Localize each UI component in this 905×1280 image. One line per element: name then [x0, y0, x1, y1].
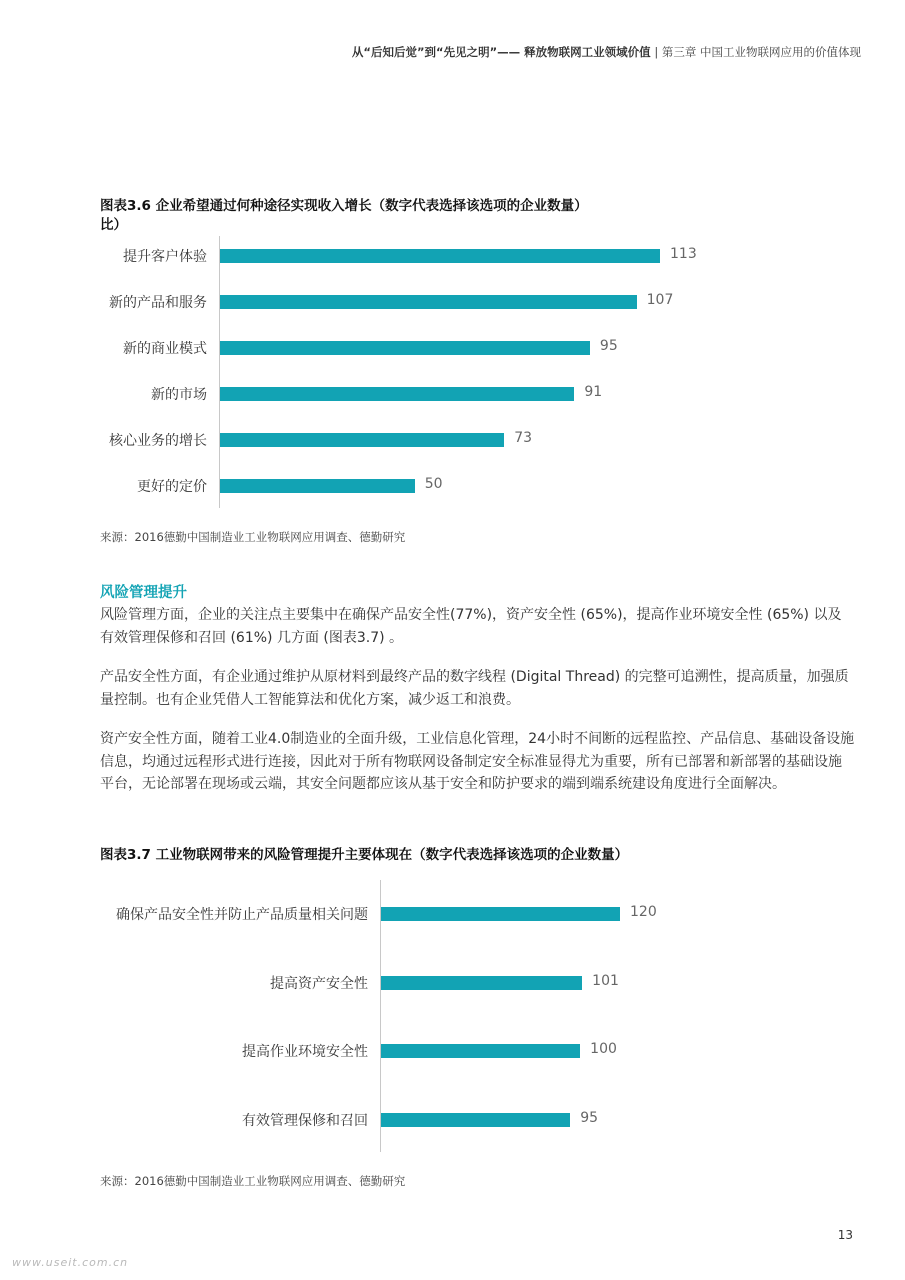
chart-row — [0, 972, 905, 992]
category-label: 新的产品和服务 — [109, 295, 207, 311]
data-label: 95 — [580, 1109, 599, 1126]
bar — [381, 1113, 570, 1127]
bar — [220, 341, 590, 355]
paragraph-3: 资产安全性方面，随着工业4.0制造业的全面升级，工业信息化管理，24小时不间断的远程监控、产品信息、基础设备设施信息，均通过远程形式进行连接，因此对于所有物联网设备制定安全标准显得尤为重要，所有已部署和新部署的基础设施平台，无论部署在现场或云端，其安全问题都应该从基于安全和防护要求的端到端系统建设角度进行全面解决。 — [100, 731, 855, 792]
data-label: 101 — [592, 972, 619, 989]
bar — [381, 1044, 580, 1058]
figure1-title-line1: 图表3.6 企业希望通过何种途径实现收入增长（数字代表选择该选项的企业数量） — [100, 198, 588, 214]
data-label: 95 — [599, 338, 618, 354]
category-label: 提升客户体验 — [123, 249, 207, 265]
figure2-title: 图表3.7 工业物联网带来的风险管理提升主要体现在（数字代表选择该选项的企业数量） — [100, 847, 629, 863]
data-label: 91 — [584, 384, 603, 400]
data-label: 113 — [670, 246, 697, 262]
data-label: 120 — [630, 904, 657, 920]
figure2-source: 来源：2016德勤中国制造业工业物联网应用调查、德勤研究 — [100, 1174, 406, 1188]
figure1-chart — [0, 236, 905, 508]
section-title: 风险管理提升 — [100, 585, 187, 601]
data-label: 50 — [424, 476, 443, 492]
chart-row — [0, 1041, 905, 1060]
bar — [381, 976, 582, 990]
chart-row — [0, 904, 905, 923]
category-label: 新的商业模式 — [123, 341, 207, 357]
paragraph-1: 风险管理方面，企业的关注点主要集中在确保产品安全性(77%)，资产安全性 (65%)，提高作业环境安全性 (65%) 以及有效管理保修和召回 (61%) 几方面 (图表3.7) 。 — [100, 607, 842, 646]
chart-row — [0, 338, 905, 357]
chart-row — [0, 430, 905, 449]
data-label: 100 — [590, 1041, 617, 1057]
chart-row — [0, 384, 905, 403]
bar — [220, 387, 574, 401]
category-label: 有效管理保修和召回 — [242, 1112, 368, 1129]
chart-row — [0, 292, 905, 311]
page-header — [60, 44, 861, 60]
data-label: 73 — [514, 430, 533, 446]
category-label: 确保产品安全性并防止产品质量相关问题 — [116, 907, 368, 923]
category-label: 提高作业环境安全性 — [242, 1044, 368, 1060]
figure2-chart — [0, 880, 905, 1152]
chart-axis — [219, 236, 220, 508]
header-chapter: | 第三章 中国工业物联网应用的价值体现 — [654, 45, 861, 59]
category-label: 更好的定价 — [137, 479, 207, 495]
watermark: www.useit.com.cn — [12, 1256, 129, 1269]
bar — [381, 907, 620, 921]
chart-row — [0, 476, 905, 495]
figure1-source: 来源：2016德勤中国制造业工业物联网应用调查、德勤研究 — [100, 530, 406, 544]
bar — [220, 295, 637, 309]
figure1-title-line2: 比） — [100, 217, 127, 233]
data-label: 107 — [646, 292, 674, 308]
category-label: 提高资产安全性 — [270, 975, 368, 992]
bar — [220, 433, 504, 447]
chart-row — [0, 246, 905, 265]
category-label: 新的市场 — [151, 387, 207, 403]
bar — [220, 479, 415, 493]
header-report-title: 从“后知后觉”到“先见之明”—— 释放物联网工业领域价值 — [351, 45, 651, 59]
paragraph-2: 产品安全性方面，有企业通过维护从原材料到最终产品的数字线程 (Digital Thread) 的完整可追溯性，提高质量，加强质量控制。也有企业凭借人工智能算法和优化方案，减少返工和浪费。 — [100, 669, 849, 708]
category-label: 核心业务的增长 — [109, 433, 207, 449]
page-number: 13 — [837, 1228, 853, 1242]
figure1-title — [100, 197, 588, 235]
chart-row — [0, 1109, 905, 1129]
bar — [220, 249, 660, 263]
